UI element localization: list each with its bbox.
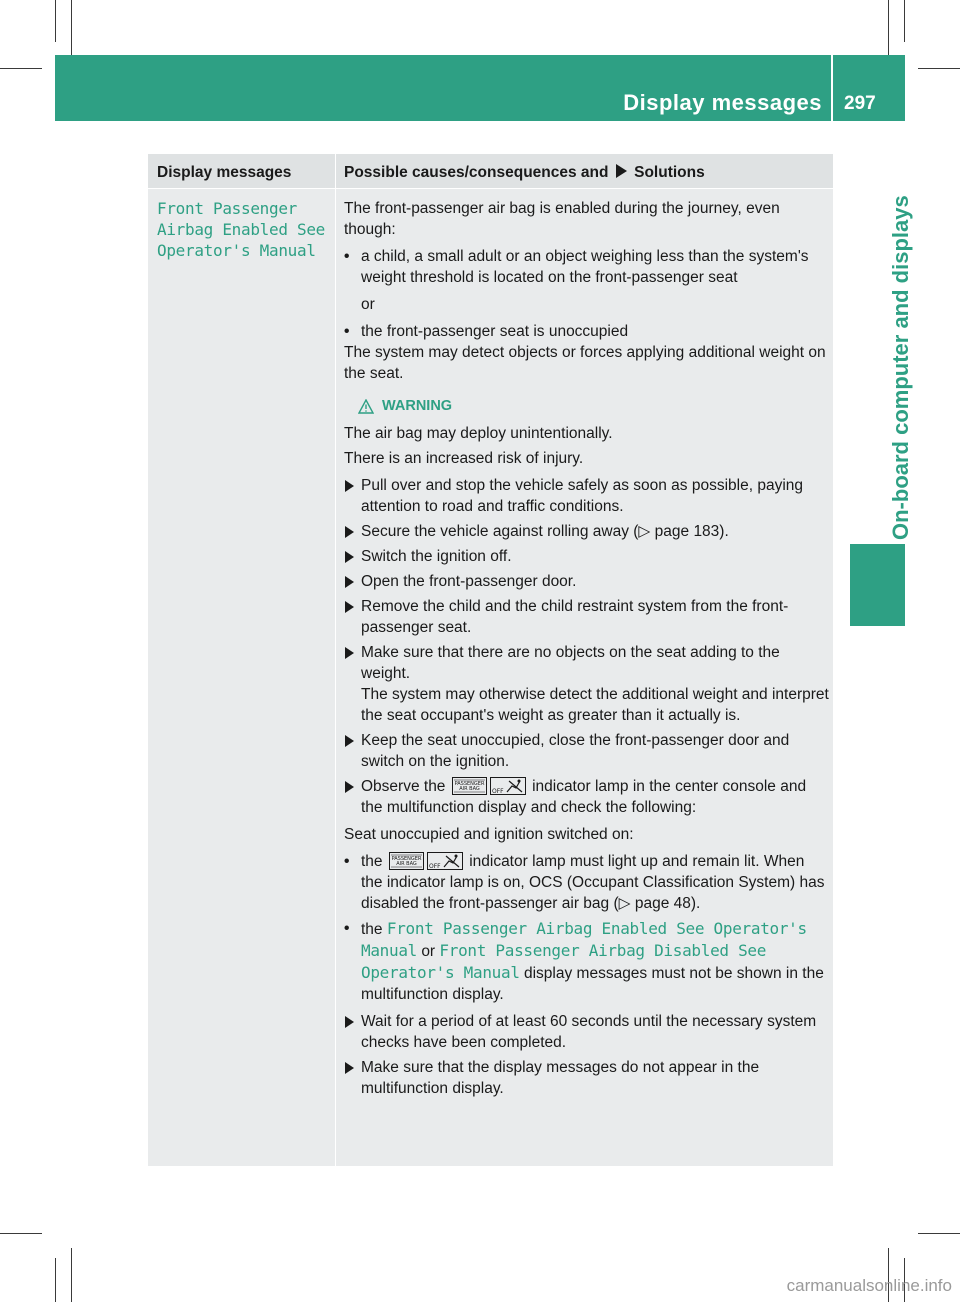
intro-text: The system may detect objects or forces applying additional weight on the seat. [344, 344, 826, 382]
step-text: Open the front-passenger door. [361, 573, 577, 590]
header-divider [831, 55, 833, 121]
column-header-text: Possible causes/consequences and [344, 164, 609, 181]
lamp-text: OFF [428, 863, 441, 870]
warning-icon [358, 399, 374, 414]
step-arrow-icon [345, 781, 354, 793]
bullet-text: a child, a small adult or an object weighing less than the system's weight threshold is located on the front-passenger seat [361, 248, 809, 286]
step-text: Switch the ignition off. [361, 548, 512, 565]
section-label: On-board computer and displays [888, 195, 913, 540]
section-tab-marker [850, 544, 905, 626]
step-item [344, 521, 829, 542]
step-item [344, 475, 829, 517]
step-arrow-icon [345, 647, 354, 659]
bullet-icon: • [344, 920, 350, 937]
step-note: The system may otherwise detect the additional weight and interpret the seat occupant's weight as greater than it actually is. [361, 686, 829, 724]
step-arrow-icon [345, 735, 354, 747]
lamp-text: OFF [491, 788, 504, 795]
message-line: Airbag Enabled See [157, 220, 325, 239]
crop-mark [55, 1258, 56, 1302]
warning-text: There is an increased risk of injury. [344, 450, 584, 467]
step-text: Remove the child and the child restraint system from the front-passenger seat. [361, 598, 789, 636]
warning-heading [344, 396, 829, 417]
display-message-inline: Front Passenger Airbag Enabled See Operator's Manual [361, 919, 807, 960]
step-text: Keep the seat unoccupied, close the front-passenger door and switch on the ignition. [361, 732, 790, 770]
step-item [344, 776, 829, 818]
message-line: Operator's Manual [157, 241, 316, 260]
column-divider [335, 154, 336, 1166]
display-message [157, 198, 332, 261]
watermark: carmanualsonline.info [786, 1276, 952, 1295]
page-number: 297 [844, 93, 876, 114]
message-line: Front Passenger [157, 199, 297, 218]
crop-mark [0, 1233, 42, 1234]
step-text: Pull over and stop the vehicle safely as soon as possible, paying attention to road and traffic conditions. [361, 477, 804, 515]
warning-label: WARNING [382, 398, 453, 414]
intro-text: The front-passenger air bag is enabled during the journey, even though: [344, 200, 780, 238]
bullet-text: the [361, 921, 383, 938]
section-tab [852, 160, 913, 540]
column-header-text: Solutions [634, 164, 705, 181]
step-arrow-icon [345, 1016, 354, 1028]
crop-mark [0, 68, 42, 69]
arrow-right-icon [616, 164, 627, 178]
crop-mark [904, 0, 905, 42]
step-item [344, 642, 829, 684]
column-header-messages: Display messages [157, 164, 292, 181]
lamp-text: AIR BAG [396, 861, 417, 867]
display-message-inline: Front Passenger Airbag Disabled See Operator's Manual [361, 941, 767, 982]
lamp-text: AIR BAG [458, 786, 480, 792]
bullet-icon: • [344, 248, 350, 265]
bullet-text: indicator lamp must light up and remain lit. When the indicator lamp is on, OCS (Occupant Classification System) has disabled the front-passenger air bag (▷ page 48). [361, 853, 825, 912]
column-header-solutions [344, 164, 705, 182]
seat-condition-text: Seat unoccupied and ignition switched on: [344, 826, 634, 843]
bullet-item [344, 246, 829, 288]
lamp-text: PASSENGER [454, 781, 485, 787]
step-item [344, 730, 829, 772]
step-text: Wait for a period of at least 60 seconds until the necessary system checks have been completed. [361, 1013, 817, 1051]
step-arrow-icon [345, 551, 354, 563]
bullet-text: or [421, 943, 436, 960]
crop-mark [55, 0, 56, 42]
bullet-text: display messages must not be shown in the multifunction display. [361, 965, 824, 1003]
step-arrow-icon [345, 576, 354, 588]
crop-mark [888, 0, 889, 55]
step-item [344, 1057, 829, 1099]
bullet-icon: • [344, 323, 350, 340]
warning-text: The air bag may deploy unintentionally. [344, 425, 613, 442]
step-text: Secure the vehicle against rolling away (▷ page 183). [361, 523, 729, 540]
step-item [344, 596, 829, 638]
step-arrow-icon [345, 1062, 354, 1074]
bullet-item [344, 851, 829, 914]
step-item [344, 546, 829, 567]
passenger-airbag-off-icon [452, 777, 526, 795]
step-text: indicator lamp in the center console and the multifunction display and check the following: [361, 778, 807, 816]
page-title: Display messages [623, 90, 822, 115]
crop-mark [918, 1233, 960, 1234]
bullet-text: the front-passenger seat is unoccupied [361, 323, 629, 340]
crop-mark [71, 0, 72, 55]
passenger-airbag-off-icon [389, 852, 463, 870]
step-text: Make sure that the display messages do not appear in the multifunction display. [361, 1059, 760, 1097]
step-item [344, 571, 829, 592]
crop-mark [71, 1248, 72, 1302]
bullet-item [344, 321, 829, 342]
bullet-item [344, 918, 829, 1005]
or-label: or [361, 296, 375, 313]
bullet-icon: • [344, 853, 350, 870]
solution-content [344, 198, 829, 1099]
step-item [344, 1011, 829, 1053]
crop-mark [918, 68, 960, 69]
step-text: Observe the [361, 778, 446, 795]
or-text [344, 294, 829, 315]
step-arrow-icon [345, 480, 354, 492]
step-arrow-icon [345, 601, 354, 613]
lamp-text: PASSENGER [391, 856, 422, 862]
bullet-text: the [361, 853, 383, 870]
step-text: Make sure that there are no objects on the seat adding to the weight. [361, 644, 780, 682]
step-arrow-icon [345, 526, 354, 538]
